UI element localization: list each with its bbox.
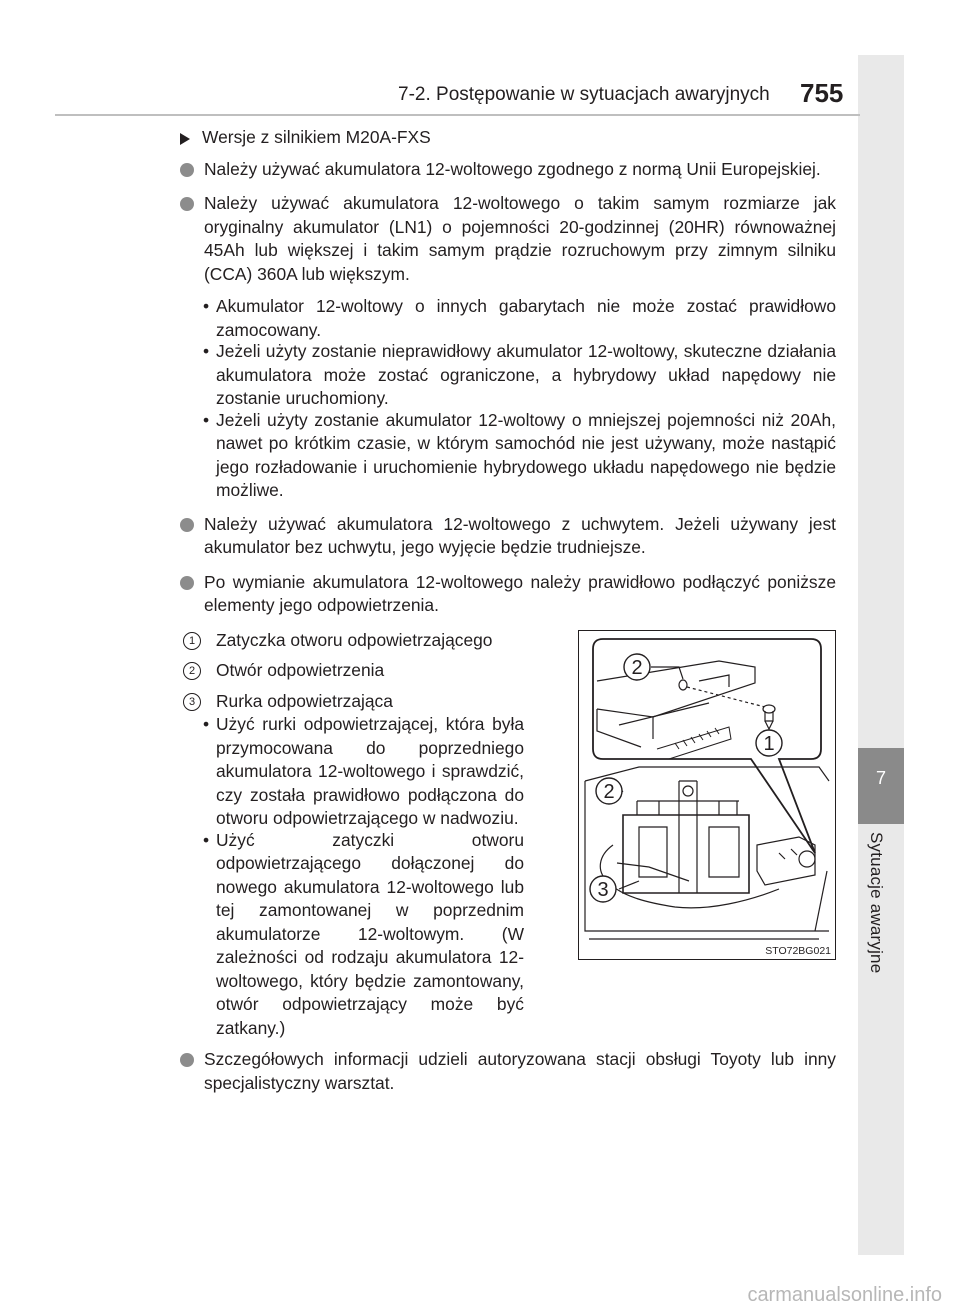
number-badge: 2: [183, 662, 201, 680]
circle-bullet-icon: [180, 518, 194, 532]
sub-bullet-text: Akumulator 12-woltowy o innych gabarytach nie może zostać prawidłowo zamocowany.: [216, 296, 836, 340]
sub-bullet-text: Użyć rurki odpowietrzającej, która była przymocowana do poprzedniego akumulatora 12-woltowego i sprawdzić, czy została prawidłowo podłączona do otworu odpowietrzającego w nadwoziu.: [216, 714, 524, 828]
sub-bullet-marker: •: [203, 409, 210, 430]
side-band: [858, 55, 904, 1255]
sub-bullet-text: Jeżeli użyty zostanie nieprawidłowy akumulator 12-woltowy, skuteczne działania akumulatora może zostać ograniczone, a hybrydowy układ napędowy nie zostanie uruchomiony.: [216, 341, 836, 408]
list-item: [180, 513, 836, 560]
list-item-text: Należy używać akumulatora 12-woltowego o takim samym rozmiarze jak oryginalny akumulator (LN1) o pojemności 20-godzinnej (20HR) równoważnej 45Ah lub większej i takim samym prądzie rozruchowym przy zimnym silniku (CCA) 360A lub większym.: [204, 193, 836, 284]
triangle-bullet-icon: [180, 133, 190, 145]
callout-2-label: 2: [603, 781, 615, 803]
sub-bullet: [180, 295, 836, 342]
circle-bullet-icon: [180, 576, 194, 590]
figure-code: STO72BG021: [765, 945, 831, 957]
numbered-item: [180, 629, 556, 653]
list-item-text: Po wymianie akumulatora 12-woltowego należy prawidłowo podłączyć poniższe elementy jego odpowietrzenia.: [204, 571, 836, 615]
numbered-item-text: Rurka odpowietrzająca: [216, 690, 393, 711]
callout-1-label: 1: [763, 733, 775, 755]
sub-bullet: [180, 713, 524, 831]
sub-bullet-text: Użyć zatyczki otworu odpowietrzającego dołączonej do nowego akumulatora 12-woltowego lub tej zamontowanej w poprzednim akumulatorze 12-woltowym. (W zależności od rodzaju akumulatora 12-woltowego, który będzie zamontowany, otwór odpowietrzający może być zatkany.): [216, 829, 524, 1038]
battery-diagram-svg: [579, 631, 835, 959]
sub-bullet-text: Jeżeli użyty zostanie akumulator 12-woltowy o mniejszej pojemności niż 20Ah, nawet po krótkim czasie, w którym samochód nie jest używany, może nastąpić jego rozładowanie i uruchomienie hybrydowego układu napędowego nie będzie możliwe.: [216, 409, 836, 500]
circle-bullet-icon: [180, 1053, 194, 1067]
list-item: [180, 1048, 836, 1095]
sub-bullet: [180, 829, 524, 1041]
numbered-item: [180, 690, 556, 714]
section-heading-text: Wersje z silnikiem M20A-FXS: [202, 127, 431, 147]
number-badge: 3: [183, 693, 201, 711]
circle-bullet-icon: [180, 197, 194, 211]
list-item-text: Należy używać akumulatora 12-woltowego z uchwytem. Jeżeli używany jest akumulator bez uchwytu, jego wyjęcie będzie trudniejsze.: [204, 513, 836, 557]
numbered-item: [180, 659, 556, 683]
list-item-text: Należy używać akumulatora 12-woltowego zgodnego z normą Unii Europejskiej.: [204, 158, 821, 179]
battery-vent-illustration: [578, 630, 836, 960]
chapter-number: 7: [875, 768, 886, 788]
sub-bullet-marker: •: [203, 829, 210, 850]
callout-2-label: 2: [631, 657, 643, 679]
circle-bullet-icon: [180, 163, 194, 177]
list-item: [180, 571, 836, 618]
callout-3-label: 3: [597, 879, 609, 901]
numbered-item-text: Otwór odpowietrzenia: [216, 660, 385, 680]
numbered-sub-bullets: [180, 713, 524, 1040]
list-item: [180, 192, 836, 286]
page-number: 755: [800, 78, 844, 108]
sub-bullet-list: [180, 295, 836, 503]
header-title: 7-2. Postępowanie w sytuacjach awaryjnych: [398, 84, 770, 105]
numbered-item-text: Zatyczka otworu odpowietrzającego: [216, 629, 493, 650]
section-heading: [180, 126, 836, 150]
sub-bullet-marker: •: [203, 341, 210, 361]
sub-bullet: [180, 409, 836, 503]
sub-bullet-marker: •: [203, 714, 210, 734]
chapter-title: Sytuacje awaryjne: [867, 832, 886, 974]
number-badge: 1: [183, 632, 201, 650]
list-item: [180, 158, 836, 182]
sub-bullet: [180, 340, 836, 411]
list-item-text: Szczegółowych informacji udzieli autoryzowana stacji obsługi Toyoty lub inny specjalistyczny warsztat.: [204, 1049, 836, 1093]
sub-bullet-marker: •: [203, 296, 210, 316]
header-divider: [55, 114, 860, 116]
watermark: carmanualsonline.info: [747, 1284, 942, 1306]
